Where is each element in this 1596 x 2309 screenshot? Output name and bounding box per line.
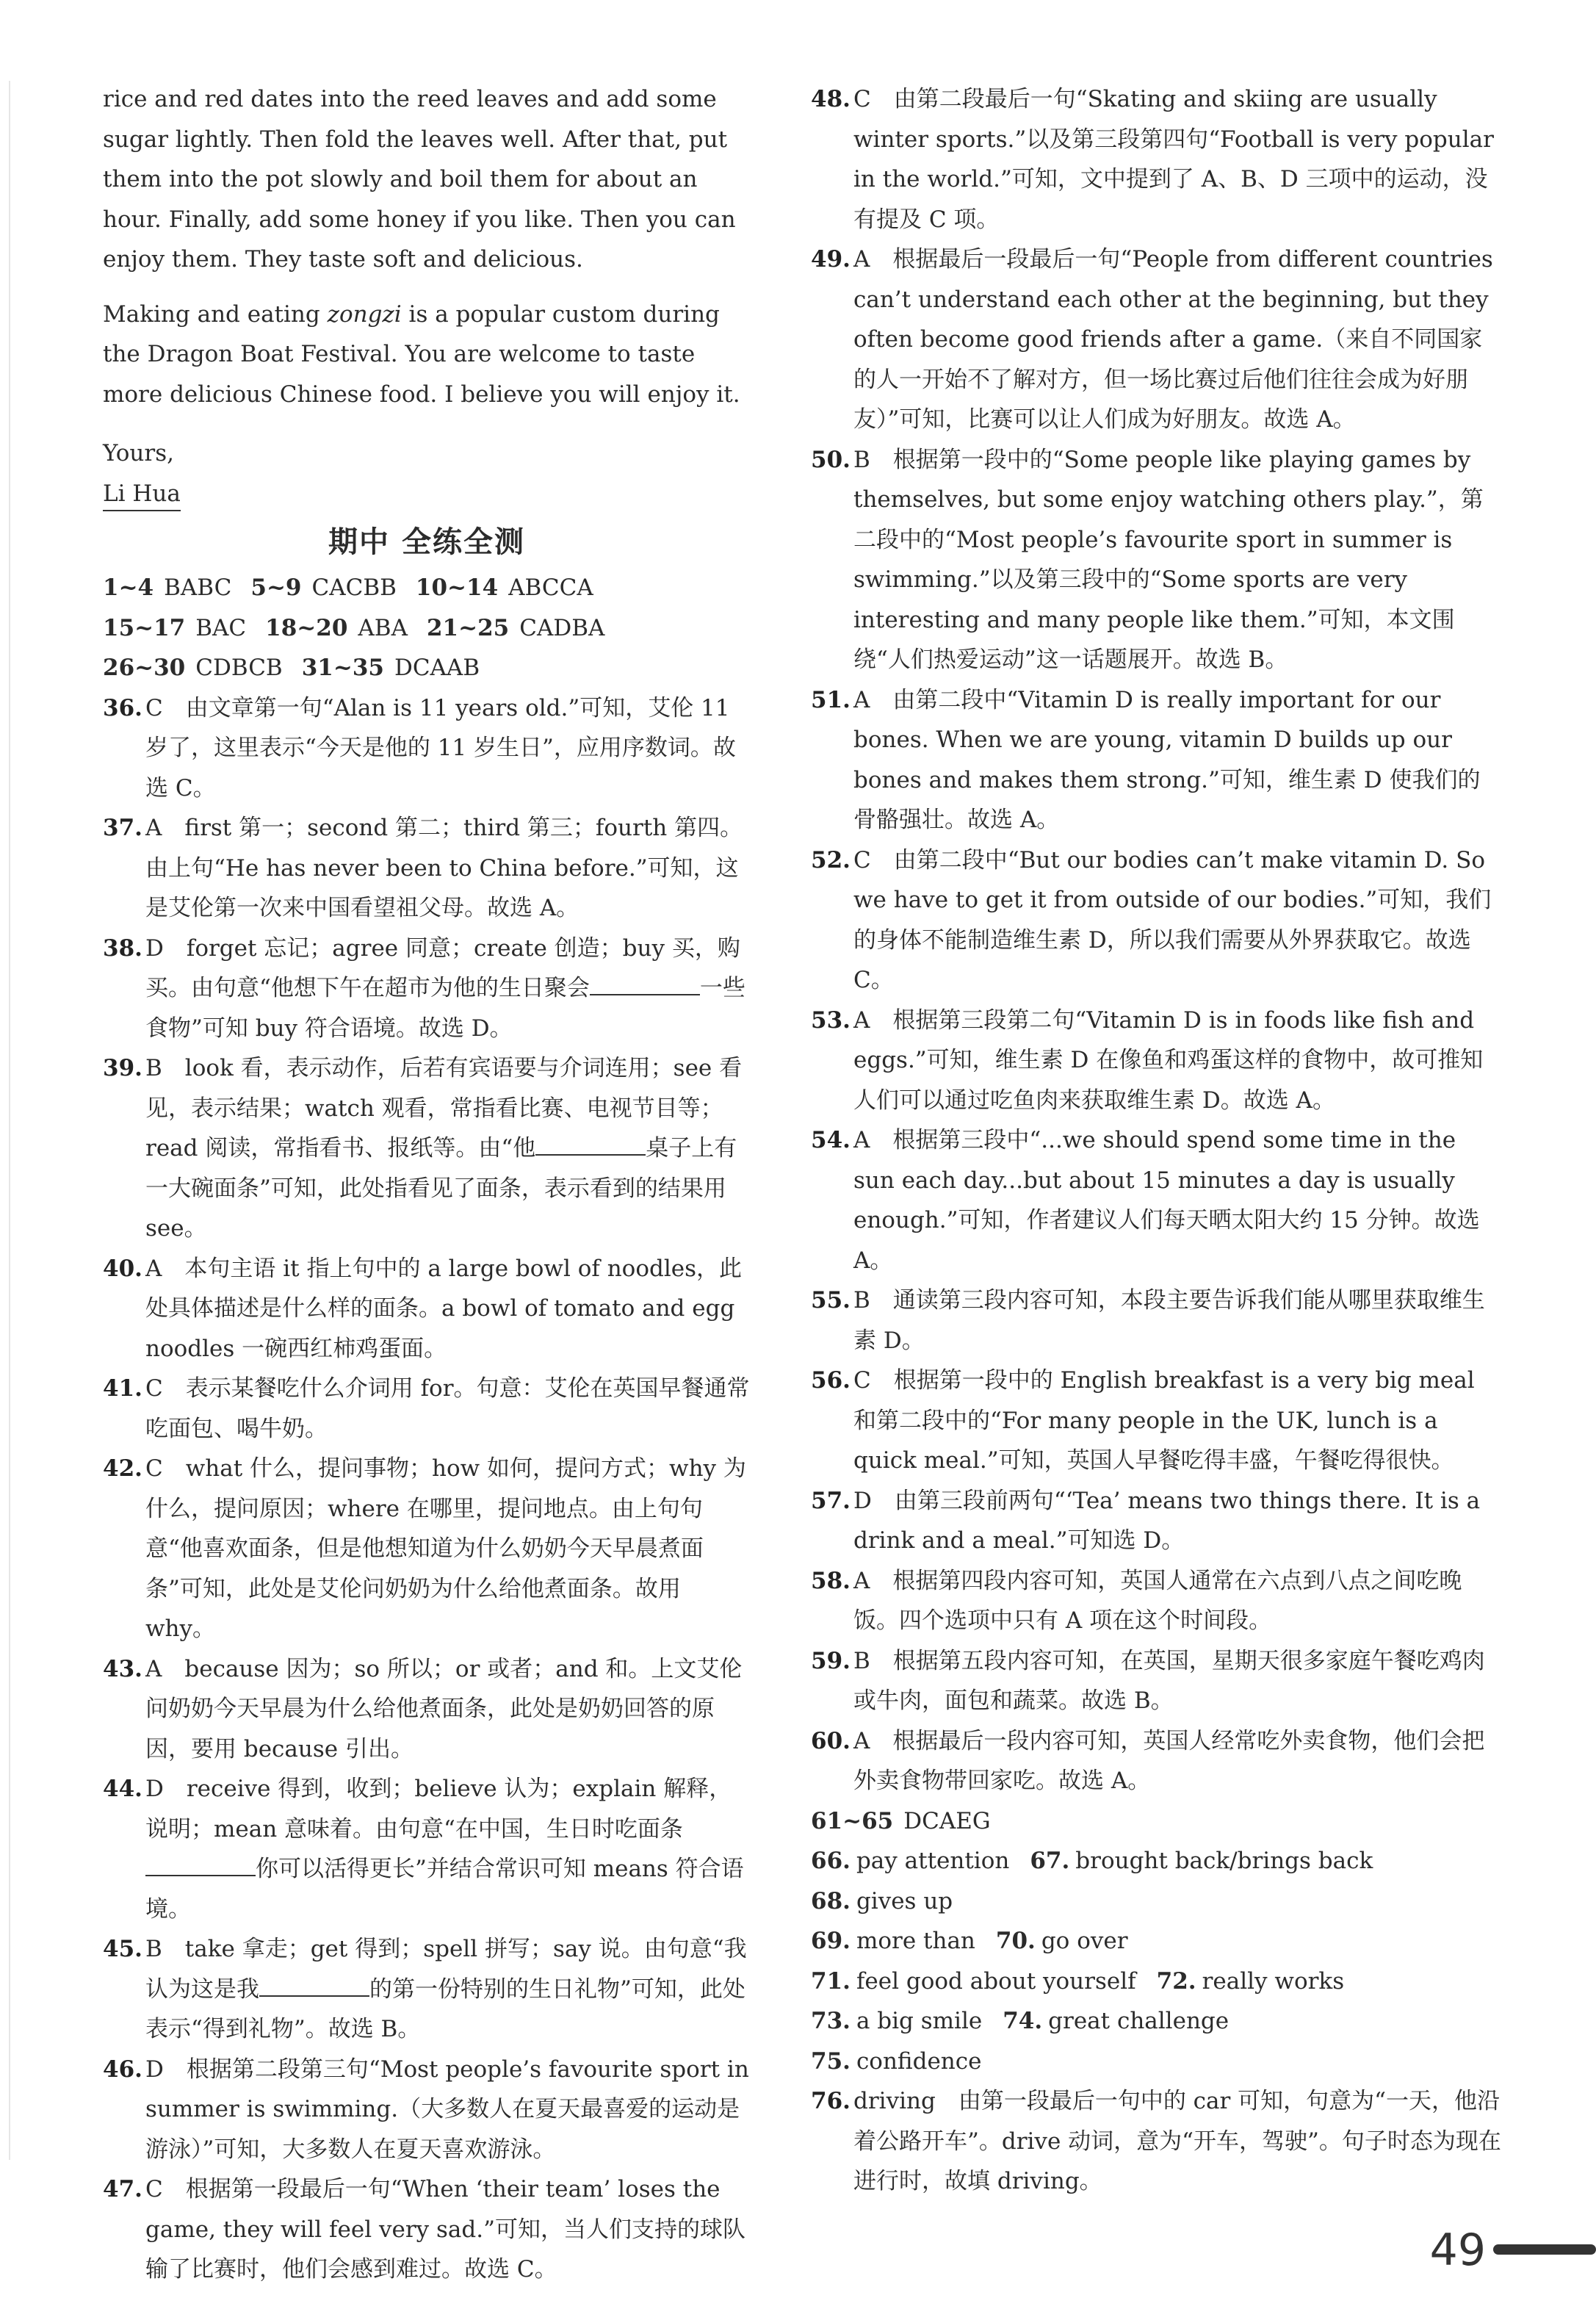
answer-number: 70.: [995, 1928, 1036, 1954]
answer-letters: CADBA: [519, 614, 605, 641]
answer-text: feel good about yourself: [856, 1967, 1136, 1995]
item-number: 41.: [103, 1375, 142, 1402]
item-text: B take 拿走；get 得到；spell 拼写；say 说。由句意“我认为这是我: [145, 1936, 747, 2003]
item-number: 38.: [103, 934, 142, 962]
answer-group: [416, 568, 593, 608]
short-answer: [811, 2042, 981, 2082]
page-number: 49: [1429, 2225, 1486, 2276]
answer-group: [103, 608, 246, 649]
answer-row: [103, 608, 751, 649]
explanation-item: [811, 1561, 1503, 1641]
item-text: D receive 得到，收到；believe 认为；explain 解释，说明；mean 意味着。由句意“在中国，生日时吃面条: [145, 1776, 732, 1842]
explanation-item: [103, 1649, 751, 1770]
item-text: C 由第二段最后一句“Skating and skiing are usually winter sports.”以及第三段第四句“Football is very popular in the world.”可知，文中提到了 A、B、D 三项中的运动，没有提及 C 项。: [853, 86, 1494, 233]
short-answer-row: [811, 1841, 1503, 1921]
answer-key-block: [103, 568, 751, 688]
item-text-continued: 你可以活得更长”并结合常识可知 means 符合语境。: [145, 1856, 744, 1923]
answer-text: pay attention: [856, 1848, 1010, 1874]
item-text: B look 看，表示动作，后若有宾语要与介词连用；see 看见，表示结果；watch 观看，常指看比赛、电视节目等；read 阅读，常指看书、报纸等。由“他: [145, 1055, 743, 1161]
left-explanations: [103, 688, 751, 2290]
short-answer-row: [811, 2001, 1503, 2042]
item-text: B 根据第一段中的“Some people like playing games by themselves, but some enjoy watching others play.”，第二段中的“Most people’s favourite sport in summer is swimming.”以及第三段中的“Some sports are very interesting and many people like them.”可知，本文围绕“人们热爱运动”这一话题展开。故选 B。: [853, 446, 1484, 673]
answers-61-65: [811, 1801, 1503, 1842]
short-answer: [996, 1921, 1128, 1962]
item-text: D forget 忘记；agree 同意；create 创造；buy 买，购买。由句意“他想下午在超市为他的生日聚会: [145, 934, 740, 1001]
item-text: A 根据最后一段最后一句“People from different countries can’t understand each other at the beginning, but they often become good friends after a game.（来自不同国家的人一开始不了解对方，但一场比赛过后他们往往会成为好朋友）”可知，比赛可以让人们成为好朋友。故选 A。: [853, 246, 1493, 433]
item-number: 44.: [103, 1776, 142, 1802]
item-text: A 根据第三段中“...we should spend some time in the sun each day...but about 15 minutes a day is usually enough.”可知，作者建议人们每天晒太阳大约 15 分钟。故选 A。: [853, 1127, 1480, 1274]
answer-number: 74.: [1003, 2008, 1043, 2034]
letter-p2-part2: is a popular custom during the Dragon Boat Festival. You are welcome to taste more delicious Chinese food. I believe you will enjoy it.: [103, 300, 740, 408]
item-text-continued: 的第一份特别的生日礼物”可知，此处表示“得到礼物”。故选 B。: [145, 1975, 745, 2042]
item-text-continued: 桌子上有一大碗面条”可知，此处指看见了面条，表示看到的结果用 see。: [145, 1135, 737, 1242]
answer-number: 75.: [811, 2047, 851, 2075]
answer-letters: ABCCA: [508, 574, 593, 601]
short-answers: [811, 1841, 1503, 2081]
item-text: C 由文章第一句“Alan is 11 years old.”可知，艾伦 11 岁了，这里表示“今天是他的 11 岁生日”，应用序数词。故选 C。: [145, 694, 736, 802]
item-number: 55.: [811, 1287, 851, 1314]
page-edge-line: [9, 81, 10, 2160]
answer-range: 5~9: [250, 574, 302, 601]
short-answer: [1003, 2001, 1229, 2042]
short-answer: [811, 2001, 982, 2042]
letter-p2-part1: Making and eating: [103, 300, 328, 328]
item-text: C 表示某餐吃什么介词用 for。句意：艾伦在英国早餐通常吃面包、喝牛奶。: [145, 1375, 750, 1442]
answer-text: brought back/brings back: [1075, 1848, 1373, 1874]
explanation-item: [103, 2050, 751, 2170]
explanation-item: [103, 1048, 751, 1249]
short-answer: [811, 1841, 1009, 1881]
item-number: 54.: [811, 1127, 851, 1153]
item-number: 39.: [103, 1055, 142, 1081]
answer-letters: BAC: [195, 614, 247, 641]
item-text: A first 第一；second 第二；third 第三；fourth 第四。由上句“He has never been to China before.”可知，这是艾伦第一次来中国看望祖父母。故选 A。: [145, 815, 743, 921]
page-number-bar: [1493, 2244, 1596, 2255]
answer-letters: DCAAB: [394, 655, 480, 681]
answer-letters: CDBCB: [195, 655, 283, 681]
item-number: 58.: [811, 1567, 851, 1594]
answer-number: 69.: [811, 1928, 851, 1954]
short-answer: [1157, 1962, 1345, 2002]
item-number: 47.: [103, 2176, 142, 2202]
answer-group: [302, 648, 480, 688]
answer-range: 26~30: [103, 655, 186, 681]
item-text: D 根据第二段第三句“Most people’s favourite sport in summer is swimming.（大多数人在夏天最喜爱的运动是游泳）”可知，大多数人在夏天喜欢游泳。: [145, 2056, 749, 2163]
answer-text: great challenge: [1048, 2008, 1230, 2034]
answer-group: [103, 568, 231, 608]
item-text: A 根据第三段第二句“Vitamin D is in foods like fish and eggs.”可知，维生素 D 在像鱼和鸡蛋这样的食物中，故可推知人们可以通过吃鱼肉来获取维生素 D。故选 A。: [853, 1006, 1484, 1114]
answer-letters: ABA: [358, 614, 408, 641]
item-number: 36.: [103, 694, 142, 721]
explanation-item: [811, 1721, 1503, 1801]
explanation-item: [103, 1769, 751, 1929]
answer-range: 31~35: [301, 655, 384, 681]
explanation-item: [811, 79, 1503, 239]
answer-range: 15~17: [103, 614, 186, 641]
answer-letters: CACBB: [311, 574, 397, 601]
explanation-item: [811, 840, 1503, 1001]
answer-range: 10~14: [415, 574, 499, 601]
item-text: C 由第二段中“But our bodies can’t make vitamin D. So we have to get it from outside of our bodies.”可知，我们的身体不能制造维生素 D，所以我们需要从外界获取它。故选 C。: [853, 846, 1492, 993]
explanation-item: [103, 688, 751, 809]
explanation-item: [811, 1001, 1503, 1121]
item-number: 60.: [811, 1727, 851, 1754]
item-text: C what 什么，提问事物；how 如何，提问方式；why 为什么，提问原因；where 在哪里，提问地点。由上句句意“他喜欢面条，但是他想知道为什么奶奶今天早晨煮面条”可知，此处是艾伦问奶奶为什么给他煮面条。故用 why。: [145, 1455, 746, 1642]
item-number: 59.: [811, 1647, 851, 1674]
item-number: 42.: [103, 1455, 142, 1482]
item-text: B 通读第三段内容可知，本段主要告诉我们能从哪里获取维生素 D。: [853, 1287, 1485, 1354]
answer-group: [427, 608, 604, 649]
item-number: 48.: [811, 86, 851, 112]
item-text-continued: 一些食物”可知 buy 符合语境。故选 D。: [145, 975, 745, 1042]
answer-group: [265, 608, 408, 649]
answer-number: 72.: [1156, 1967, 1196, 1995]
answer-text: more than: [856, 1928, 975, 1954]
letter-paragraph-2: [103, 295, 751, 415]
item-number: 56.: [811, 1367, 851, 1394]
explanation-item: [103, 929, 751, 1049]
item-number: 49.: [811, 246, 851, 273]
item-number: 52.: [811, 846, 851, 873]
item-number: 51.: [811, 686, 851, 713]
item-text: A 由第二段中“Vitamin D is really important for our bones. When we are young, vitamin D builds up our bones and makes them strong.”可知，维生素 D 使我们的骨骼强壮。故选 A。: [853, 686, 1481, 833]
item-text: A 根据最后一段内容可知，英国人经常吃外卖食物，他们会把外卖食物带回家吃。故选 A。: [853, 1727, 1485, 1794]
letter-closing: Yours,: [103, 440, 174, 467]
answer-number: 66.: [811, 1848, 851, 1874]
fill-blank-line: [145, 1853, 256, 1876]
item-text: A 根据第四段内容可知，英国人通常在六点到八点之间吃晚饭。四个选项中只有 A 项在这个时间段。: [853, 1567, 1462, 1634]
answer-group: [250, 568, 397, 608]
item-number: 43.: [103, 1655, 142, 1682]
explanation-item: [811, 1481, 1503, 1561]
explanation-item: [103, 1369, 751, 1449]
short-answer-row: [811, 1962, 1503, 2002]
item-number: 45.: [103, 1936, 142, 1962]
answer-text: go over: [1041, 1928, 1128, 1954]
explanation-item: [103, 1929, 751, 2050]
item-number: 46.: [103, 2056, 142, 2083]
short-answer-row: [811, 1921, 1503, 1962]
item-text: B 根据第五段内容可知，在英国，星期天很多家庭午餐吃鸡肉或牛肉，面包和蔬菜。故选 B。: [853, 1647, 1485, 1714]
answer-number: 73.: [811, 2008, 851, 2034]
answer-range: 21~25: [426, 614, 510, 641]
explanation-item-76: [811, 2081, 1503, 2202]
answer-letters: DCAEG: [903, 1807, 991, 1834]
explanation-item: [103, 1449, 751, 1649]
right-explanations: [811, 79, 1503, 1801]
short-answer-row: [811, 2042, 1503, 2082]
explanation-item: [811, 1120, 1503, 1280]
answer-text: a big smile: [856, 2008, 983, 2034]
item-number: 53.: [811, 1006, 851, 1034]
answer-number: 71.: [811, 1967, 851, 1995]
explanation-item: [811, 1361, 1503, 1481]
answer-range: 18~20: [265, 614, 348, 641]
item-text: driving 由第一段最后一句中的 car 可知，句意为“一天，他沿着公路开车”。drive 动词，意为“开车，驾驶”。句子时态为现在进行时，故填 driving。: [853, 2088, 1501, 2194]
explanation-item: [103, 1249, 751, 1369]
explanation-item: [811, 680, 1503, 840]
answer-row: [103, 568, 751, 608]
explanation-item: [103, 808, 751, 929]
explanation-item: [811, 1280, 1503, 1361]
item-number: 40.: [103, 1255, 142, 1282]
letter-name: Li Hua: [103, 478, 181, 511]
item-text: A 本句主语 it 指上句中的 a large bowl of noodles，此处具体描述是什么样的面条。a bowl of tomato and egg noodles 一碗西红柿鸡蛋面。: [145, 1255, 743, 1362]
item-number: 57.: [811, 1487, 851, 1514]
answer-number: 67.: [1030, 1848, 1070, 1874]
answer-number: 68.: [811, 1887, 851, 1914]
fill-blank-line: [590, 972, 700, 995]
short-answer: [1030, 1841, 1373, 1881]
item-number: 37.: [103, 815, 142, 841]
left-column: [103, 79, 751, 2290]
letter-zongzi-italic: zongzi: [327, 300, 402, 328]
answer-letters: BABC: [164, 574, 232, 601]
fill-blank-line: [259, 1973, 369, 1997]
short-answer: [811, 1921, 975, 1962]
explanation-item: [103, 2169, 751, 2290]
fill-blank-line: [535, 1132, 646, 1156]
item-text: A because 因为；so 所以；or 或者；and 和。上文艾伦问奶奶今天早晨为什么给他煮面条，此处是奶奶回答的原因，要用 because 引出。: [145, 1655, 743, 1762]
right-column: [811, 79, 1503, 2202]
answer-text: confidence: [856, 2047, 982, 2075]
item-text: D 由第三段前两句“‘Tea’ means two things there. It is a drink and a meal.”可知选 D。: [853, 1487, 1481, 1554]
answer-row: [103, 648, 751, 688]
explanation-item: [811, 440, 1503, 680]
item-text: C 根据第一段最后一句“When ‘their team’ loses the game, they will feel very sad.”可知，当人们支持的球队输了比赛时，他们会感到难过。故选 C。: [145, 2176, 745, 2283]
section-heading: 期中 全练全测: [328, 525, 525, 559]
answer-text: really works: [1202, 1967, 1345, 1995]
letter-paragraph-1: rice and red dates into the reed leaves and add some sugar lightly. Then fold the leaves well. After that, put them into the pot slowly and boil them for about an hour. Finally, add some honey if you like. Then you can enjoy them. They taste soft and delicious.: [103, 86, 736, 273]
short-answer: [811, 1881, 953, 1922]
answer-range: 1~4: [103, 574, 154, 601]
letter-signature: [103, 433, 751, 514]
answer-group: [103, 648, 283, 688]
item-number: 50.: [811, 446, 851, 473]
answer-text: gives up: [856, 1887, 953, 1914]
item-number: 76.: [811, 2088, 851, 2114]
explanation-item: [811, 239, 1503, 440]
short-answer: [811, 1962, 1136, 2002]
item-text: C 根据第一段中的 English breakfast is a very big meal 和第二段中的“For many people in the UK, lunch is a quick meal.”可知，英国人早餐吃得丰盛，午餐吃得很快。: [853, 1367, 1475, 1474]
explanation-item: [811, 1641, 1503, 1721]
answer-range: 61~65: [811, 1807, 894, 1834]
